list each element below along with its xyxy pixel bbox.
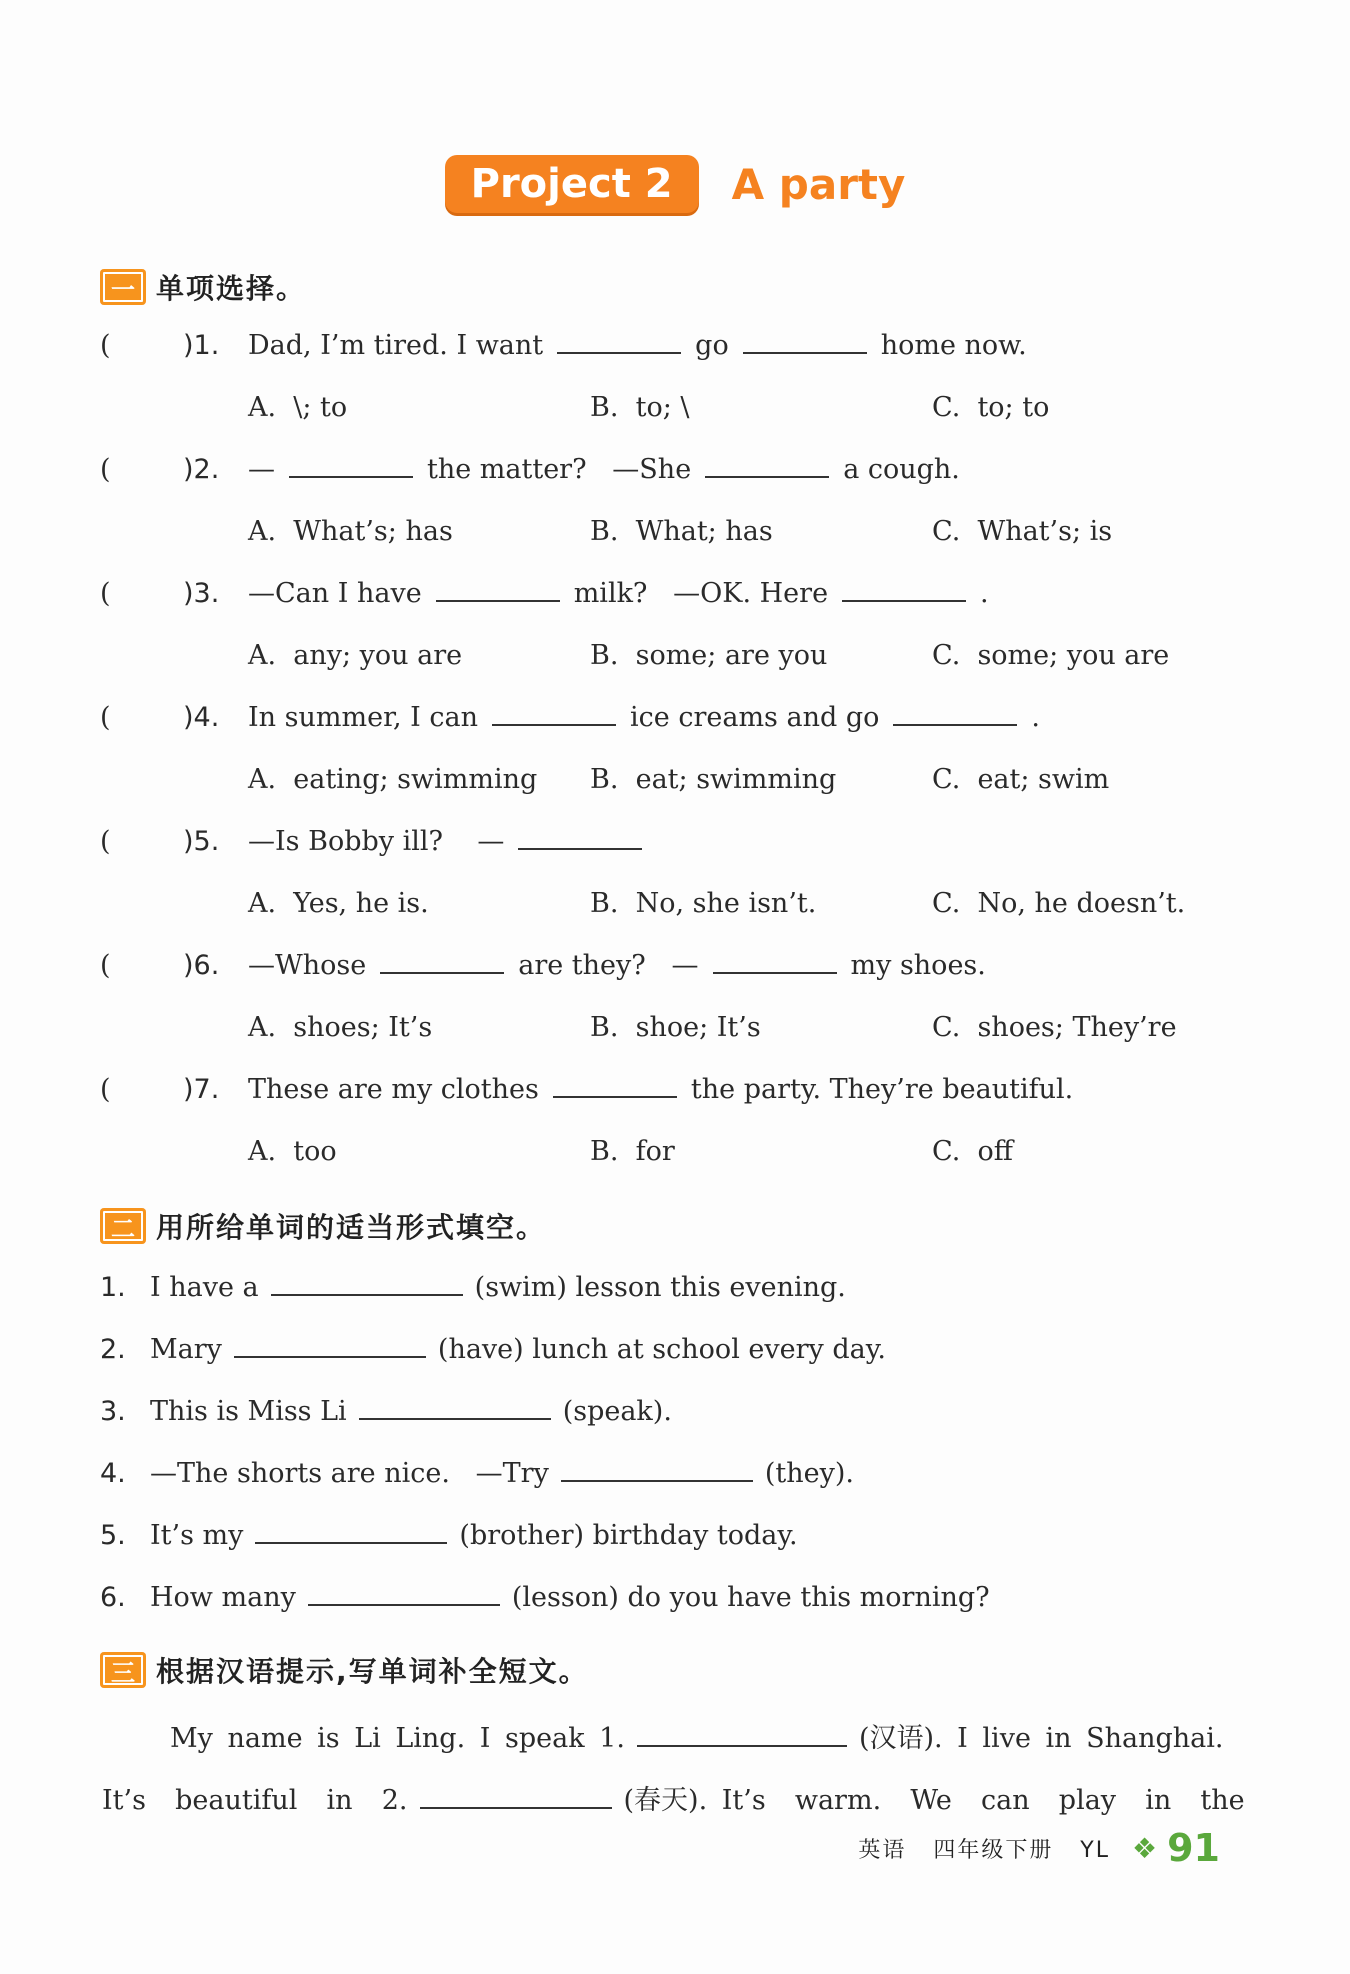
question-number: )4. (183, 702, 220, 733)
passage-line-2 (102, 1778, 1245, 1817)
question-part: . (1031, 702, 1040, 733)
clover-icon: ❖ (1132, 1831, 1158, 1865)
project-subtitle: A party (731, 159, 906, 209)
question-number: )2. (183, 454, 220, 485)
item-number: 2. (100, 1334, 126, 1365)
option-a[interactable]: A. shoes; It’s (248, 1012, 433, 1043)
question-number: )7. (183, 1074, 220, 1105)
answer-blank[interactable] (359, 1396, 551, 1420)
question-number: )5. (183, 826, 220, 857)
answer-bracket[interactable]: ( (100, 454, 111, 485)
question-number: )1. (183, 330, 220, 361)
question-part: milk? —OK. Here (573, 578, 829, 609)
answer-blank[interactable] (420, 1785, 612, 1809)
question-part: go (695, 330, 729, 361)
answer-blank[interactable] (271, 1272, 463, 1296)
answer-bracket[interactable]: ( (100, 826, 111, 857)
option-b[interactable]: B. to; \ (590, 392, 690, 423)
option-c[interactable]: C. shoes; They’re (932, 1012, 1177, 1043)
option-a[interactable]: A. Yes, he is. (248, 888, 429, 919)
item-number: 6. (100, 1582, 126, 1613)
section-header-3 (100, 1650, 589, 1690)
item-text: (brother) birthday today. (459, 1520, 798, 1551)
fill-item (150, 1272, 846, 1303)
option-c[interactable]: C. some; you are (932, 640, 1170, 671)
question-text (248, 454, 960, 485)
question-part: In summer, I can (248, 702, 479, 733)
item-text: It’s my (150, 1520, 244, 1551)
answer-blank[interactable] (637, 1723, 847, 1747)
question-number: )6. (183, 950, 220, 981)
item-text: —The shorts are nice. —Try (150, 1458, 549, 1489)
page-footer (858, 1826, 1220, 1870)
answer-blank[interactable] (705, 454, 829, 478)
answer-blank[interactable] (553, 1074, 677, 1098)
fill-item (150, 1582, 990, 1613)
option-a[interactable]: A. eating; swimming (248, 764, 538, 795)
answer-blank[interactable] (557, 330, 681, 354)
page-number: 91 (1167, 1826, 1220, 1870)
section-title: 用所给单词的适当形式填空。 (156, 1211, 547, 1244)
option-a[interactable]: A. any; you are (248, 640, 463, 671)
question-text (248, 578, 989, 609)
question-part: Dad, I’m tired. I want (248, 330, 544, 361)
item-text: This is Miss Li (150, 1396, 347, 1427)
option-c[interactable]: C. What’s; is (932, 516, 1113, 547)
question-part: the party. They’re beautiful. (690, 1074, 1074, 1105)
question-part: home now. (880, 330, 1027, 361)
answer-blank[interactable] (436, 578, 560, 602)
option-c[interactable]: C. No, he doesn’t. (932, 888, 1186, 919)
question-part: These are my clothes (248, 1074, 539, 1105)
option-b[interactable]: B. some; are you (590, 640, 828, 671)
fill-item (150, 1520, 798, 1551)
item-text: (swim) lesson this evening. (474, 1272, 846, 1303)
option-b[interactable]: B. shoe; It’s (590, 1012, 761, 1043)
passage-line-1 (170, 1716, 1223, 1755)
passage-text: It’s beautiful in 2. (102, 1785, 408, 1816)
answer-bracket[interactable]: ( (100, 950, 111, 981)
option-b[interactable]: B. No, she isn’t. (590, 888, 817, 919)
option-c[interactable]: C. off (932, 1136, 1013, 1167)
item-number: 1. (100, 1272, 126, 1303)
answer-blank[interactable] (842, 578, 966, 602)
fill-item (150, 1334, 886, 1365)
item-text: How many (150, 1582, 296, 1613)
question-part: —Is Bobby ill? — (248, 826, 505, 857)
question-text (248, 702, 1040, 733)
option-b[interactable]: B. What; has (590, 516, 773, 547)
section-title: 根据汉语提示,写单词补全短文。 (156, 1655, 589, 1688)
answer-blank[interactable] (518, 826, 642, 850)
section-title: 单项选择。 (156, 272, 307, 305)
section-number-badge: 一 (100, 269, 146, 305)
answer-bracket[interactable]: ( (100, 702, 111, 733)
answer-blank[interactable] (380, 950, 504, 974)
answer-blank[interactable] (308, 1582, 500, 1606)
page-title (0, 155, 1350, 213)
item-number: 3. (100, 1396, 126, 1427)
question-part: the matter? —She (427, 454, 692, 485)
option-b[interactable]: B. eat; swimming (590, 764, 837, 795)
passage-text: (春天). It’s warm. We can play in the (623, 1785, 1245, 1816)
fill-item (150, 1458, 854, 1489)
section-number-badge: 三 (100, 1652, 146, 1688)
answer-blank[interactable] (713, 950, 837, 974)
question-part: . (980, 578, 989, 609)
item-number: 4. (100, 1458, 126, 1489)
question-text (248, 950, 986, 981)
answer-bracket[interactable]: ( (100, 330, 111, 361)
answer-blank[interactable] (255, 1520, 447, 1544)
section-header-2 (100, 1206, 546, 1246)
option-c[interactable]: C. to; to (932, 392, 1050, 423)
option-b[interactable]: B. for (590, 1136, 675, 1167)
answer-blank[interactable] (492, 702, 616, 726)
answer-blank[interactable] (561, 1458, 753, 1482)
question-part: are they? — (518, 950, 699, 981)
question-part: —Can I have (248, 578, 422, 609)
footer-text: 英语 四年级下册 YL (858, 1837, 1110, 1863)
question-part: a cough. (843, 454, 960, 485)
question-part: —Whose (248, 950, 367, 981)
item-text: I have a (150, 1272, 259, 1303)
answer-blank[interactable] (743, 330, 867, 354)
question-part: my shoes. (850, 950, 986, 981)
answer-blank[interactable] (234, 1334, 426, 1358)
question-text (248, 1074, 1073, 1105)
item-text: (lesson) do you have this morning? (511, 1582, 990, 1613)
project-badge: Project 2 (445, 155, 699, 213)
item-text: (they). (764, 1458, 854, 1489)
question-text (248, 826, 656, 857)
answer-blank[interactable] (289, 454, 413, 478)
question-part: ice creams and go (630, 702, 880, 733)
section-header-1 (100, 267, 306, 307)
fill-item (150, 1396, 672, 1427)
section-number-badge: 二 (100, 1208, 146, 1244)
item-number: 5. (100, 1520, 126, 1551)
item-text: (speak). (562, 1396, 672, 1427)
option-a[interactable]: A. \; to (248, 392, 348, 423)
passage-text: (汉语). I live in Shanghai. (858, 1723, 1224, 1754)
item-text: (have) lunch at school every day. (437, 1334, 886, 1365)
answer-bracket[interactable]: ( (100, 1074, 111, 1105)
question-part: — (248, 454, 275, 485)
question-number: )3. (183, 578, 220, 609)
option-a[interactable]: A. too (248, 1136, 337, 1167)
question-text (248, 330, 1027, 361)
option-a[interactable]: A. What’s; has (248, 516, 453, 547)
option-c[interactable]: C. eat; swim (932, 764, 1110, 795)
item-text: Mary (150, 1334, 222, 1365)
passage-text: My name is Li Ling. I speak 1. (170, 1723, 625, 1754)
answer-blank[interactable] (893, 702, 1017, 726)
answer-bracket[interactable]: ( (100, 578, 111, 609)
